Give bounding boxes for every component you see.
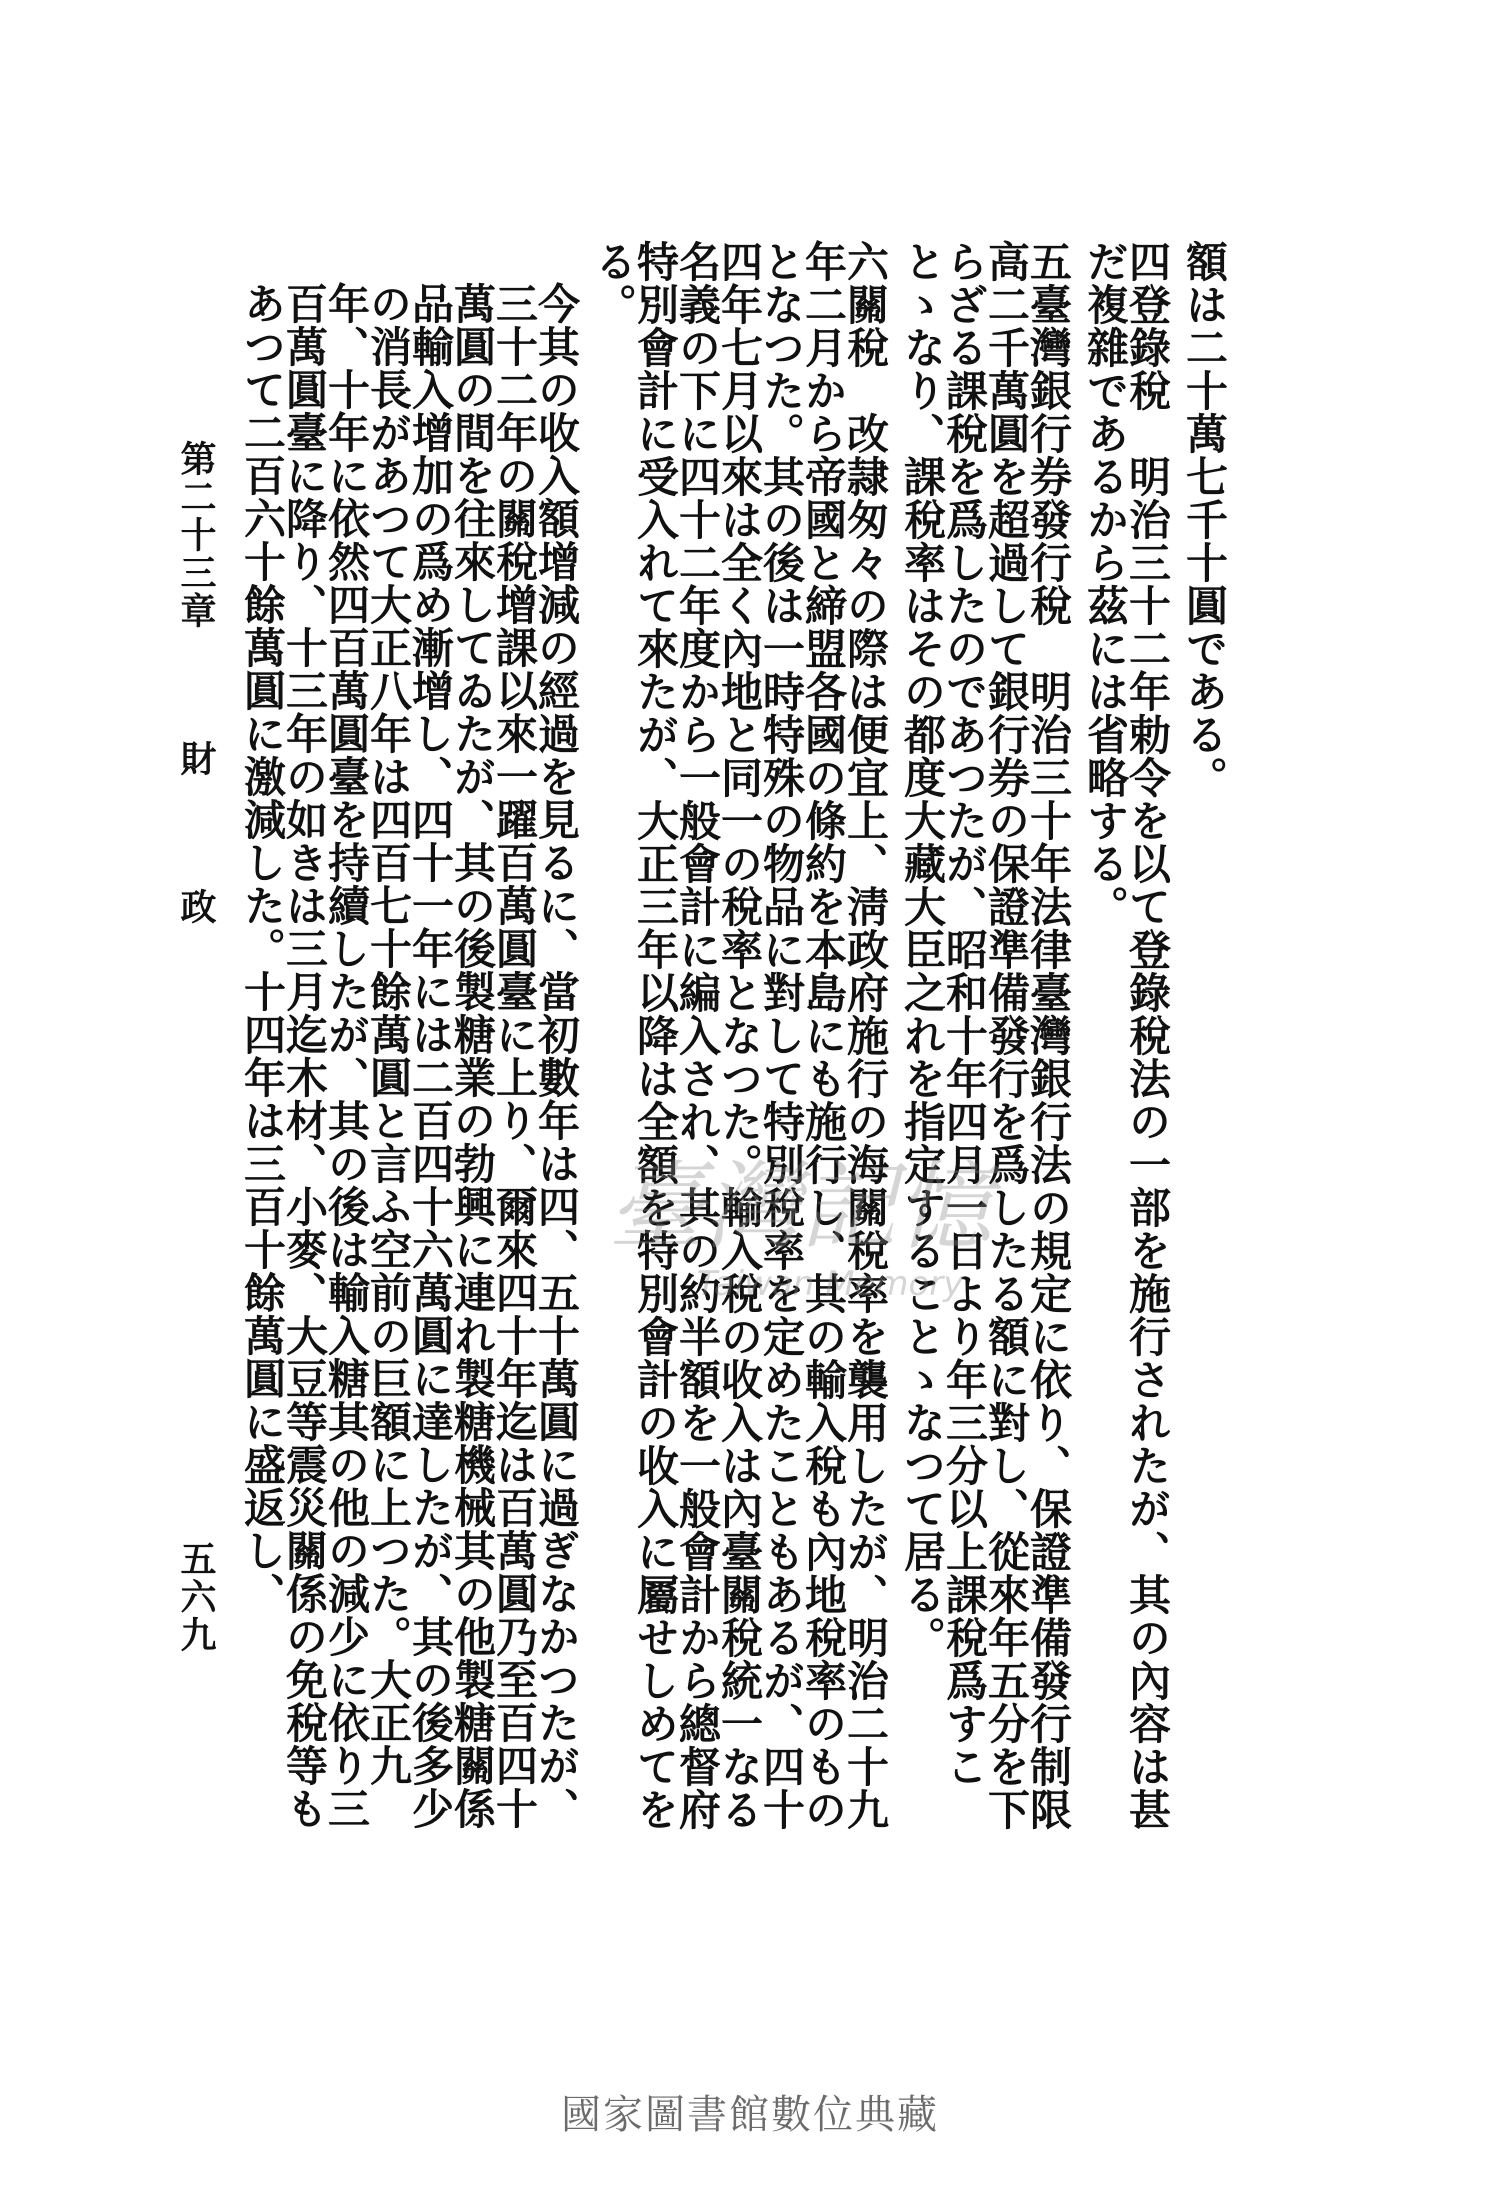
section-heading: 臺灣銀行券發行稅 bbox=[1024, 283, 1073, 627]
watermark-subtitle: Taiwan Memory bbox=[696, 1264, 964, 1304]
paragraph-banknote-tax bbox=[898, 240, 1073, 1835]
page-number: 五六九 bbox=[175, 1540, 217, 1654]
running-head bbox=[175, 440, 217, 926]
paragraph-text: 額は二十萬七千十圓である。 bbox=[1180, 240, 1229, 799]
taiwan-memory-watermark bbox=[600, 1100, 1000, 1340]
paragraph-revenue-history bbox=[238, 282, 581, 1835]
paragraph-customs-duty bbox=[589, 240, 890, 1835]
section-heading: 登錄稅 bbox=[1123, 283, 1172, 412]
paragraph-text: 今其の收入額增減の經過を見るに、當初數年は四、五十萬圓に過ぎなかつたが、三十二年の關稅增課以來一躍百萬圓臺に上り、爾來四十年迄は百萬圓乃至百四十萬圓の間を往來してゐたが、其の後製糖業の勃興に連れ製糖機械其の他製糖關係品輸入增加の爲め漸增し、四十一年には二百四十六萬圓に達したが、其の後多少の消長があつて大正八年は四百七十餘萬圓と言ふ空前の巨額に上つた。大正九年、十年に依然四百萬圓臺を持續したが、其の後は輸入糖其の他の減少に依り三百萬圓臺に降り、十三年の如きは三月迄木材、小麥、大豆等震災關係の免稅等もあつて二百六十餘萬圓に激減した。十四年は三百十餘萬圓に盛返し、 bbox=[238, 282, 581, 1830]
paragraph-text: 明治三十年法律臺灣銀行法の規定に依り、保證準備發行制限高二千萬圓を超過して銀行券の保證準備發行を爲したる額に對し、從來年五分を下らざる課稅を爲したのであつたが、昭和十年四月一日より年三分以上課稅爲すことゝなり、課稅率はその都度大藏大臣之れを指定することゝなつて居る。 bbox=[898, 240, 1073, 1831]
paragraph-registration-tax bbox=[1081, 240, 1172, 1835]
paragraph-text: 明治三十二年勅令を以て登錄稅法の一部を施行されたが、其の內容は甚だ複雜であるから茲には省略する。 bbox=[1081, 240, 1172, 1831]
section-word-2: 政 bbox=[175, 888, 217, 926]
section-heading: 關稅 bbox=[841, 283, 890, 369]
section-number: 四 bbox=[1123, 240, 1172, 283]
watermark-title: 臺灣記憶 bbox=[608, 1151, 992, 1263]
section-number: 六 bbox=[841, 240, 890, 283]
paragraph-text: 改隷匆々の際は便宜上、淸政府施行の海關稅率を襲用したが、明治二十九年二月から帝國と締盟各國の條約を本島にも施行し、其の輸入稅も內地稅率のものとなつた。其の後は一時特殊の物品に對して特別稅率を定めたこともあるが、四十四年七月以來は全く內地と同一の稅率となつた。輸入稅の收入は內臺關稅統一なる名義の下に四十二年度から一般會計に編入され、其の約半額を一般會計から總督府特別會計に受入れて來たが、大正三年以降は全額を特別會計の收入に屬せしめてをる。 bbox=[589, 240, 890, 1831]
paragraph-1 bbox=[1180, 240, 1229, 1835]
chapter-label: 第二十三章 bbox=[175, 440, 217, 630]
footer-label: 國家圖書館數位典藏 bbox=[561, 2092, 939, 2138]
section-word-1: 財 bbox=[175, 740, 217, 778]
section-number: 五 bbox=[1024, 240, 1073, 283]
page-body bbox=[238, 240, 1229, 1835]
